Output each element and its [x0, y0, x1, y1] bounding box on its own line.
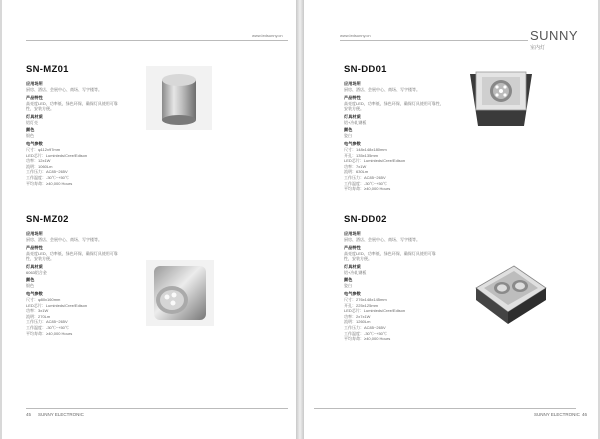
- param-chip: LED芯片：Luminleds/Cree/Edison: [344, 158, 406, 164]
- book-spine: [296, 0, 304, 439]
- param-chip: LED芯片：Luminleds/Cree/Edison: [344, 308, 406, 314]
- features-label: 产品特性: [344, 94, 361, 100]
- features-line-1: 高亮度LED，功率低，绿色环保，确保灯具使用可靠: [26, 250, 118, 256]
- features-line-1: 高亮度LED，功率低，绿色环保，确保灯具使用可靠: [344, 250, 436, 256]
- brand-subtitle: 室内灯: [530, 45, 546, 51]
- features-label: 产品特性: [26, 244, 43, 250]
- right-page: [304, 0, 598, 439]
- param-lifetime: 平均寿命：≥40,000 Hours: [26, 180, 73, 186]
- features-line-2: 性，安装方便。: [344, 256, 372, 262]
- param-temp: 工作温度：-30℃~+50℃: [344, 330, 387, 336]
- param-lumen: 流明：630Lm: [344, 169, 369, 175]
- material-text: 铝+冷轧钢板: [344, 269, 367, 275]
- material-label: 灯具材质: [344, 263, 361, 269]
- product-sn-mz01: [26, 64, 146, 186]
- param-lifetime: 平均寿命：≥40,000 Hours: [26, 330, 73, 336]
- params-label: 电气参数: [26, 290, 43, 296]
- param-chip: LED芯片：Luminleds/Cree/Edison: [26, 152, 88, 158]
- param-lumen: 流明：1260Lm: [344, 319, 371, 325]
- product-model: SN-MZ02: [26, 214, 69, 225]
- param-power: 功率：2x7x1W: [344, 313, 371, 319]
- color-text: 银色: [26, 283, 34, 289]
- param-power: 功率：3x1W: [26, 308, 49, 314]
- product-model: SN-DD01: [344, 64, 387, 75]
- param-size: 尺寸：φ80x160mm: [26, 296, 61, 302]
- param-temp: 工作温度：-30℃~+50℃: [344, 180, 387, 186]
- params-label: 电气参数: [26, 140, 43, 146]
- right-page-number: 46: [582, 412, 588, 417]
- brand-logo: SUNNY: [530, 28, 579, 43]
- product-image-mz02: [146, 260, 214, 326]
- color-label: 颜色: [26, 127, 35, 133]
- left-header-rule: [26, 40, 288, 41]
- color-label: 颜色: [26, 277, 35, 283]
- features-label: 产品特性: [26, 94, 43, 100]
- product-model: SN-DD02: [344, 214, 387, 225]
- product-sn-dd01: [344, 64, 468, 192]
- color-text: 瓷白: [344, 283, 352, 289]
- color-label: 颜色: [344, 277, 353, 283]
- param-size: 尺寸：148x148x180mm: [344, 146, 387, 152]
- usage-text: 厨房、酒店、会展中心、商场、写字楼等。: [344, 237, 420, 242]
- param-power: 功率：7x1W: [344, 163, 367, 169]
- right-footer-brand: SUNNY ELECTRONIC: [534, 412, 580, 417]
- left-header-url: www.ledsunny.cn: [252, 33, 283, 38]
- param-lumen: 流明：1060Lm: [26, 163, 53, 169]
- features-line-1: 高亮度LED，功率低，绿色环保，确保灯具使用可靠性，: [344, 100, 444, 106]
- param-lifetime: 平均寿命：≥40,000 Hours: [344, 186, 391, 192]
- param-voltage: 工作压力：AC85~265V: [344, 324, 386, 330]
- product-image-dd01: [464, 66, 538, 132]
- material-label: 灯具材质: [26, 263, 43, 269]
- param-voltage: 工作压力：AC85~265V: [26, 319, 68, 325]
- right-header-rule: [340, 40, 528, 41]
- usage-text: 厨房、酒店、会展中心、商场、写字楼等。: [26, 87, 102, 92]
- material-label: 灯具材质: [26, 113, 43, 119]
- usage-label: 应用场所: [344, 231, 361, 236]
- param-size: 尺寸：φ112x97mm: [26, 146, 61, 152]
- material-text: 铝+冷轧钢板: [344, 119, 367, 125]
- usage-text: 厨房、酒店、会展中心、商场、写字楼等。: [344, 87, 420, 92]
- param-temp: 工作温度：-30℃~+50℃: [26, 174, 69, 180]
- left-footer-brand: SUNNY ELECTRONIC: [38, 412, 84, 417]
- features-line-2: 性，安装方便。: [26, 106, 54, 112]
- param-voltage: 工作压力：AC85~265V: [344, 174, 386, 180]
- param-voltage: 工作压力：AC85~265V: [26, 169, 68, 175]
- product-sn-dd02: [344, 214, 468, 342]
- param-temp: 工作温度：-30℃~+50℃: [26, 324, 69, 330]
- product-model: SN-MZ01: [26, 64, 69, 75]
- material-text: 6063铝合金: [26, 269, 47, 275]
- color-text: 银色: [26, 133, 34, 139]
- features-label: 产品特性: [344, 244, 361, 250]
- color-label: 颜色: [344, 127, 353, 133]
- product-sn-mz02: [26, 214, 146, 336]
- param-lifetime: 平均寿命：≥40,000 Hours: [344, 336, 391, 342]
- param-power: 功率：12x1W: [26, 158, 51, 164]
- param-cutout: 开孔：225x125mm: [344, 302, 379, 308]
- left-page-number: 45: [26, 412, 32, 417]
- material-text: 铝灯壳: [26, 119, 38, 125]
- color-text: 瓷白: [344, 133, 352, 139]
- product-image-mz01: [146, 66, 212, 130]
- product-image-dd02: [464, 258, 554, 332]
- param-lumen: 流明：270Lm: [26, 313, 51, 319]
- features-line-1: 高亮度LED，功率低，绿色环保，确保灯具使用可靠: [26, 100, 118, 106]
- right-header-url: www.ledsunny.cn: [340, 33, 371, 38]
- usage-text: 厨房、酒店、会展中心、商场、写字楼等。: [26, 237, 102, 242]
- params-label: 电气参数: [344, 140, 361, 146]
- usage-label: 应用场所: [26, 81, 43, 86]
- param-size: 尺寸：276x148x145mm: [344, 296, 387, 302]
- left-footer-rule: [26, 408, 288, 409]
- features-line-2: 性，安装方便。: [26, 256, 54, 262]
- left-page: [2, 0, 296, 439]
- usage-label: 应用场所: [26, 231, 43, 236]
- features-line-2: 安装方便。: [344, 106, 364, 112]
- usage-label: 应用场所: [344, 81, 361, 86]
- param-chip: LED芯片：Luminleds/Cree/Edison: [26, 302, 88, 308]
- right-footer-rule: [314, 408, 576, 409]
- params-label: 电气参数: [344, 290, 361, 296]
- param-cutout: 开孔：135x135mm: [344, 152, 379, 158]
- material-label: 灯具材质: [344, 113, 361, 119]
